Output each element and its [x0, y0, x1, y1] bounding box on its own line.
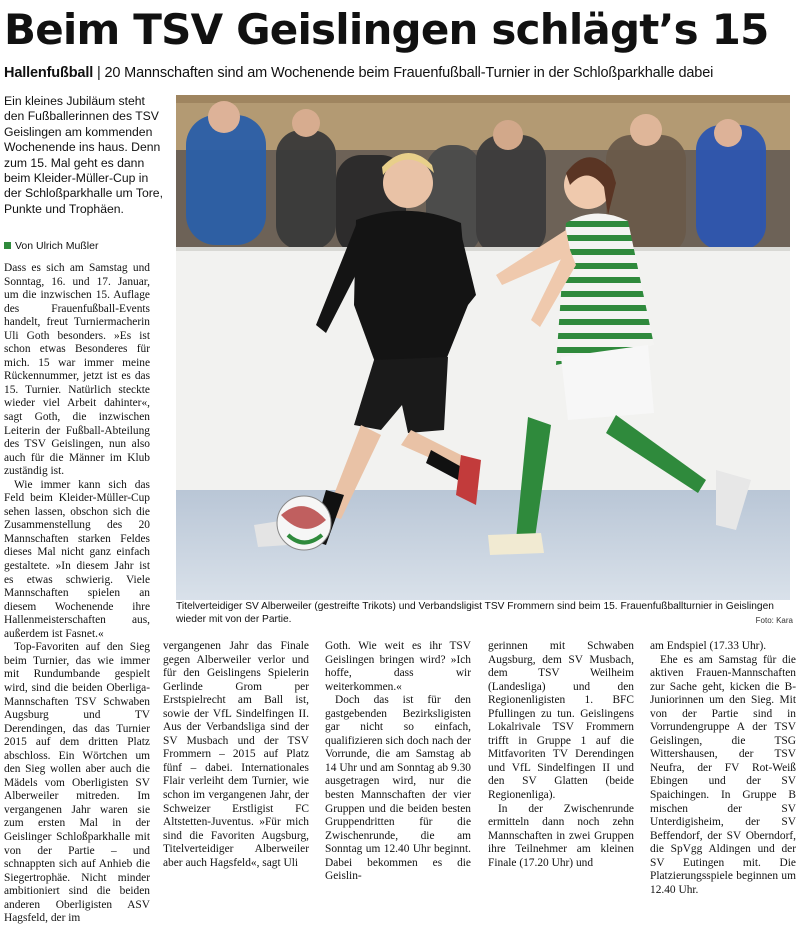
paragraph: Ehe es am Samstag für die aktiven Frauen-Mannschaften zur Sache geht, kicken die B-Juniorinnen um den Sieg. Mit von der Partie sind in Vorrundengruppe A der TSV Geislingen, die TSG Wittershausen, der TSV Neufra, der FV Rot-Weiß Ebingen und der SV Spaichingen. In Gruppe B mischen der SV Unterdigisheim, der SV Beffendorf, der SV Oberndorf, die SpVgg Aldingen und der SV Eutingen mit. Die Platzierungsspiele beginnen um 12.40 Uhr.	[650, 653, 796, 896]
article-column-3	[325, 640, 471, 884]
kicker: Hallenfußball	[4, 65, 94, 81]
subline-separator: |	[93, 65, 105, 81]
paragraph: Goth. Wie weit es ihr TSV Geislingen bringen wird? »Ich hoffe, dass wir weiterkommen.«	[325, 640, 471, 693]
headline: Beim TSV Geislingen schlägt’s 15	[4, 5, 769, 54]
lead-paragraph: Ein kleines Jubiläum steht den Fußballerinnen des TSV Geislingen am kommenden Wochenende ins haus. Denn zum 15. Mal geht es dann beim Kleider-Müller-Cup in der Schloßparkhalle um Tore, Punkte und Trophäen.	[4, 94, 163, 216]
paragraph: gerinnen mit Schwaben Augsburg, dem SV Musbach, dem TSV Weilheim (Landesliga) und den Regionenligisten 1. BFC Pfullingen zu tun. Geislingens Lokalrivale TSV Frommern trifft in Gruppe 1 auf die Mitfavoriten TV Derendingen und VfL Sindelfingen II und den SV Glatten (beide Regionenliga).	[488, 640, 634, 802]
article-column-2	[163, 640, 309, 870]
green-square-icon	[4, 242, 11, 249]
subheadline	[4, 63, 799, 83]
subline-text: 20 Mannschaften sind am Wochenende beim Frauenfußball-Turnier in der Schloßparkhalle dabei	[104, 65, 714, 81]
author-name: Von Ulrich Mußler	[15, 240, 99, 252]
article-column-5	[650, 640, 796, 897]
photo-caption: Titelverteidiger SV Alberweiler (gestreifte Trikots) und Verbandsligist TSV Frommern sind beim 15. Frauenfußballturnier in Geislingen wieder mit von der Partie.	[176, 601, 774, 625]
paragraph: Doch das ist für den gastgebenden Bezirksligisten gar nicht so einfach, qualifizieren sich doch nach der Vorrunde, die am Samstag ab 14 Uhr und am Sonntag ab 9.30 ausgetragen wird, nur die besten Mannschaften der vier Gruppen und die beiden besten Gruppendritten für die Zwischenrunde, die am Sonntag um 12.40 Uhr beginnt. Dabei bekommen es die Geislin-	[325, 694, 471, 883]
author-byline	[4, 239, 166, 253]
photo-credit: Foto: Kara	[755, 616, 793, 625]
paragraph: Wie immer kann sich das Feld beim Kleider-Müller-Cup sehen lassen, obschon sich die Zusammenstellung des 20 Mannschaften starken Feldes dieses Mal nicht ganz einfach gestaltete. »In diesem Jahr ist es etwas schwierig. Viele Mannschaften spielen an diesem Wochenende ihre Hallenmeisterschaften aus, außerdem ist Fasnet.«	[4, 478, 150, 640]
paragraph: vergangenen Jahr das Finale gegen Alberweiler verlor und für den Geislingens Spielerin Gerlinde Grom per Erstspielrecht am Ball ist, sowie der VfL Sindelfingen II. Aus der Verbandsliga sind der SV Musbach und der TSV Frommern – 2015 auf Platz fünf – dabei. Internationales Flair verleiht dem Turnier, wie schon im vergangenen Jahr, der Schweizer Erstligist FC Altstetten-Juventus. »Für mich sind die Favoriten Augsburg, Titelverteidiger Alberweiler aber auch Hagsfeld«, sagt Uli	[163, 640, 309, 869]
article-column-1	[4, 262, 150, 926]
article-column-4	[488, 640, 634, 870]
paragraph: Dass es sich am Samstag und Sonntag, 16. und 17. Januar, um die inzwischen 15. Auflage des Frauenfußball-Events handelt, freut Turniermacherin Uli Goth besonders. »Es ist schon etwas Besonderes für mich. 15 war immer meine Rückennummer, jetzt ist es das 15. Turnier. Natürlich steckte wieder viel Arbeit dahinter«, sagt Goth, die inzwischen Leiterin der Fußball-Abteilung des TSV Geislingen, nun also auch für die Männer im Klub zuständig ist.	[4, 262, 150, 478]
paragraph: am Endspiel (17.33 Uhr).	[650, 640, 767, 652]
paragraph: Top-Favoriten auf den Sieg beim Turnier, das wie immer mit Rundumbande gespielt wird, sind die beiden Oberliga-Mannschaften TSV Schwaben Augsburg und TV Derendingen, das das Turnier 2015 auf dem dritten Platz abschloss. Ein Wörtchen um den Sieg wollen aber auch die Mädels vom Oberligisten SV Alberweiler mitreden. Im vergangenen Jahr waren sie zum ersten Mal in der Geislinger Schloßparkhalle mit von der Partie – und schnappten sich auf Anhieb die Siegertrophäe. Nicht minder ambitioniert sind die beiden anderen Oberligisten ASV Hagsfeld, der im	[4, 641, 150, 925]
paragraph: In der Zwischenrunde ermitteln dann noch zehn Mannschaften in zwei Gruppen ihre Teilnehmer am kleinen Finale (17.20 Uhr) und	[488, 802, 634, 869]
photo-illustration	[176, 95, 790, 600]
article-photo	[176, 95, 790, 600]
